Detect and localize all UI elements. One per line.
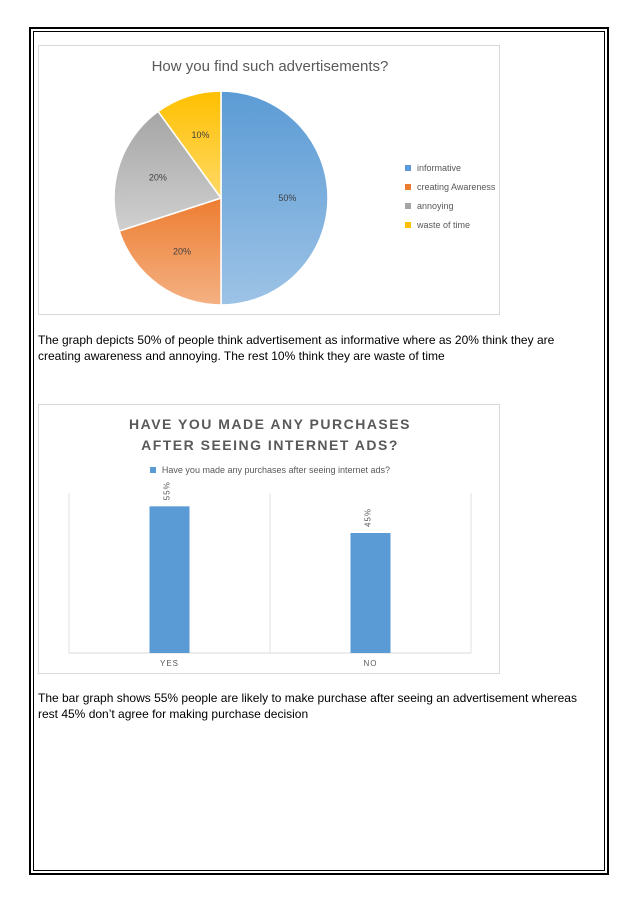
legend-swatch-informative — [405, 165, 411, 171]
legend-item-annoying — [405, 196, 495, 215]
bar-no — [351, 533, 391, 653]
legend-item-informative — [405, 158, 495, 177]
bar-category-no: NO — [363, 659, 378, 668]
legend-label-informative: informative — [417, 162, 462, 173]
bar-legend — [39, 465, 501, 475]
bar-legend-label: Have you made any purchases after seeing internet ads? — [161, 465, 391, 475]
legend-swatch-waste-of-time — [405, 222, 411, 228]
legend-label-waste-of-time: waste of time — [417, 219, 471, 230]
pie-label-creating-awareness: 20% — [172, 246, 192, 257]
pie-label-informative: 50% — [278, 193, 297, 203]
pie-legend — [405, 158, 495, 234]
pie-slice-informative — [221, 91, 328, 305]
bar-category-yes: YES — [159, 659, 180, 668]
bar-yes — [150, 506, 190, 653]
legend-label-annoying: annoying — [417, 200, 454, 211]
legend-swatch-creating-awareness — [405, 184, 411, 190]
legend-label-creating-awareness: creating Awareness — [417, 181, 496, 192]
pie-description: The graph depicts 50% of people think advertisement as informative where as 20% think they are creating awareness and annoying. The rest 10% think they are waste of time — [38, 333, 555, 363]
pie-chart-title: How you find such advertisements? — [151, 58, 389, 75]
pie-label-waste-of-time: 10% — [191, 129, 210, 140]
bar-legend-swatch — [150, 467, 156, 473]
legend-item-creating-awareness — [405, 177, 495, 196]
pie-label-annoying: 20% — [148, 172, 167, 183]
bar-chart-frame — [38, 404, 500, 674]
bar-label-yes: 55% — [162, 481, 172, 501]
pie-chart-frame — [38, 45, 500, 315]
legend-item-waste-of-time — [405, 215, 495, 234]
bar-description: The bar graph shows 55% people are likely to make purchase after seeing an advertisement whereas rest 45% don’t agree for making purchase decision — [38, 691, 577, 721]
legend-swatch-annoying — [405, 203, 411, 209]
bar-label-no: 45% — [363, 507, 373, 527]
bar-chart-title: HAVE YOU MADE ANY PURCHASES AFTER SEEING INTERNET ADS? — [129, 416, 411, 453]
